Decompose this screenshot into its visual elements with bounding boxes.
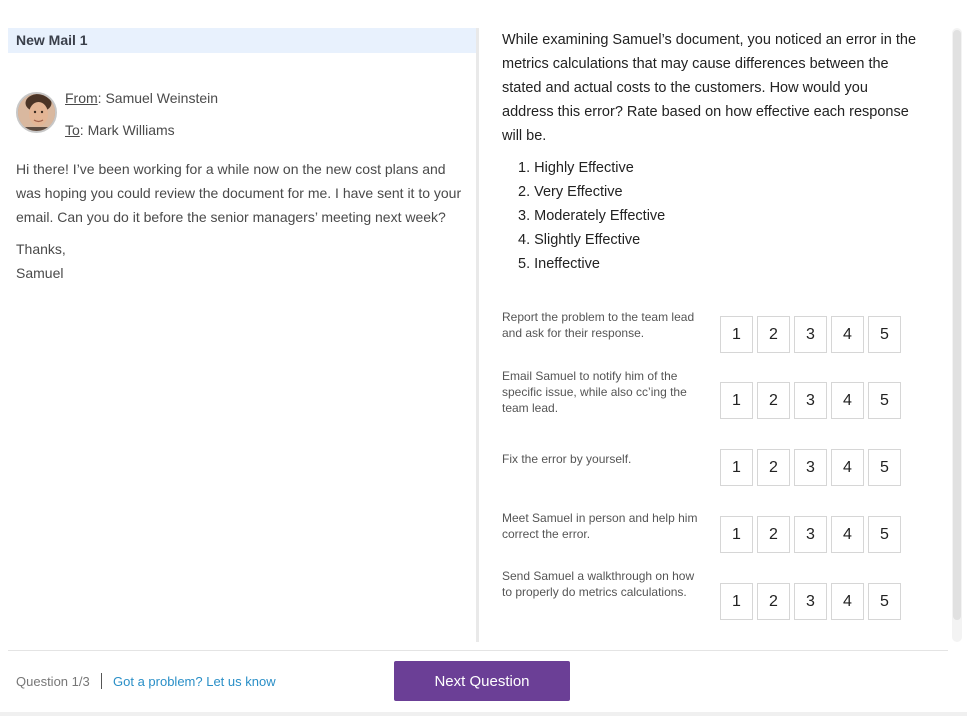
rating-group (720, 316, 901, 353)
response-text: Email Samuel to notify him of the specific issue, while also cc’ing the team lead. (502, 369, 687, 415)
mail-panel (8, 28, 479, 642)
rating-button-5[interactable]: 5 (868, 516, 901, 553)
scale-item: 4. Slightly Effective (518, 232, 641, 248)
footer-divider (8, 650, 948, 651)
rating-button-4[interactable]: 4 (831, 583, 864, 620)
from-value: : Samuel Weinstein (97, 90, 219, 106)
footer-separator (101, 673, 102, 689)
rating-scale-legend (502, 156, 942, 276)
rating-button-4[interactable]: 4 (831, 516, 864, 553)
rating-button-3[interactable]: 3 (794, 316, 827, 353)
mail-signature: Samuel (16, 265, 64, 281)
from-label: From (65, 90, 98, 106)
rating-button-5[interactable]: 5 (868, 449, 901, 486)
rating-button-1[interactable]: 1 (720, 583, 753, 620)
question-panel (502, 28, 942, 642)
rating-button-3[interactable]: 3 (794, 583, 827, 620)
question-counter: Question 1/3 (16, 674, 90, 689)
rating-button-4[interactable]: 4 (831, 316, 864, 353)
report-problem-link[interactable]: Got a problem? Let us know (113, 674, 276, 689)
rating-button-1[interactable]: 1 (720, 382, 753, 419)
to-value: : Mark Williams (79, 122, 175, 138)
rating-button-3[interactable]: 3 (794, 516, 827, 553)
response-text: Meet Samuel in person and help him correct the error. (502, 511, 698, 541)
response-row (502, 368, 912, 415)
rating-button-2[interactable]: 2 (757, 382, 790, 419)
rating-button-4[interactable]: 4 (831, 382, 864, 419)
scroll-thumb[interactable] (953, 30, 961, 620)
rating-group (720, 449, 901, 486)
response-row (502, 510, 912, 550)
bottom-edge (0, 712, 967, 716)
rating-button-1[interactable]: 1 (720, 316, 753, 353)
mail-body (16, 157, 472, 285)
rating-button-5[interactable]: 5 (868, 382, 901, 419)
response-row (502, 451, 912, 491)
rating-button-1[interactable]: 1 (720, 449, 753, 486)
mail-signoff: Thanks, (16, 241, 66, 257)
rating-group (720, 382, 901, 419)
response-row (502, 568, 912, 608)
response-text: Fix the error by yourself. (502, 452, 632, 466)
mail-meta (8, 53, 476, 153)
response-row (502, 309, 912, 349)
avatar (16, 92, 57, 133)
mail-to (65, 122, 175, 138)
rating-group (720, 516, 901, 553)
scale-item: 2. Very Effective (518, 184, 623, 200)
response-text: Report the problem to the team lead and ask for their response. (502, 310, 695, 340)
response-text: Send Samuel a walkthrough on how to properly do metrics calculations. (502, 569, 695, 599)
rating-button-2[interactable]: 2 (757, 449, 790, 486)
rating-button-5[interactable]: 5 (868, 316, 901, 353)
rating-button-2[interactable]: 2 (757, 316, 790, 353)
scale-item: 5. Ineffective (518, 256, 600, 272)
next-question-button[interactable]: Next Question (394, 661, 570, 701)
scale-item: 3. Moderately Effective (518, 208, 666, 224)
scale-item: 1. Highly Effective (518, 160, 634, 176)
rating-group (720, 583, 901, 620)
rating-button-2[interactable]: 2 (757, 583, 790, 620)
mail-paragraph: Hi there! I’ve been working for a while now on the new cost plans and was hoping you could review the document for me. I have sent it to your email. Can you do it before the senior managers’ meeting next week? (16, 161, 462, 225)
mail-title: New Mail 1 (8, 28, 476, 53)
mail-from (65, 90, 218, 106)
rating-button-3[interactable]: 3 (794, 382, 827, 419)
rating-button-4[interactable]: 4 (831, 449, 864, 486)
question-prompt: While examining Samuel’s document, you noticed an error in the metrics calculations that may cause differences between the stated and actual costs to the customers. How would you address this error? Rate based on how effective each response will be. (502, 32, 917, 144)
rating-button-3[interactable]: 3 (794, 449, 827, 486)
scrollbar[interactable] (952, 28, 962, 642)
rating-button-1[interactable]: 1 (720, 516, 753, 553)
rating-button-2[interactable]: 2 (757, 516, 790, 553)
to-label: To (65, 122, 80, 138)
rating-button-5[interactable]: 5 (868, 583, 901, 620)
